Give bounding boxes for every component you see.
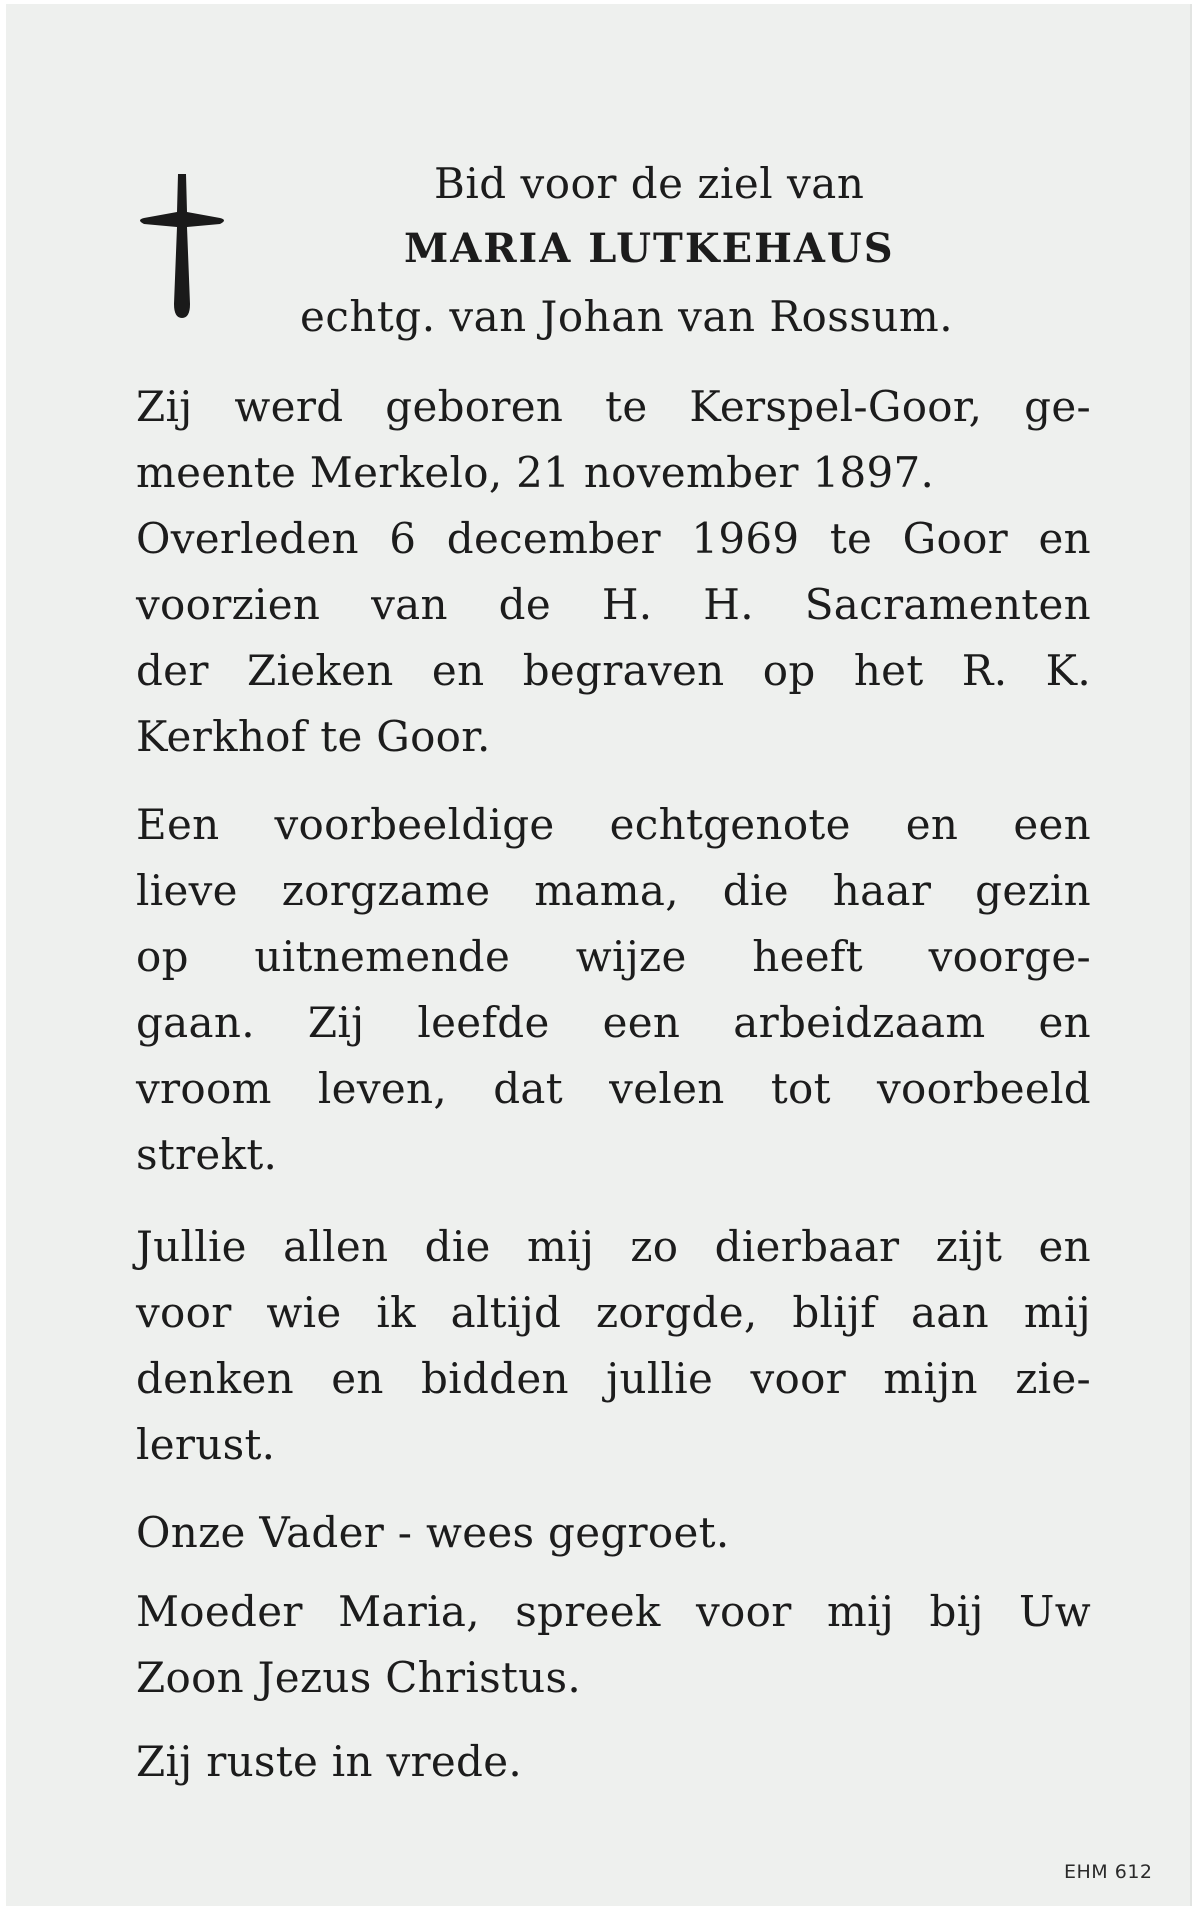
text-line: gaan. Zij leefde een arbeidzaam en	[136, 998, 1091, 1047]
text-line: lieve zorgzame mama, die haar gezin	[136, 866, 1091, 915]
spouse-line: echtg. van Johan van Rossum.	[300, 292, 954, 341]
print-code: EHM 612	[1064, 1861, 1153, 1883]
text-line: op uitnemende wijze heeft voorge-	[136, 932, 1091, 981]
text-line: vroom leven, dat velen tot voorbeeld	[136, 1064, 1091, 1113]
prayer-line	[136, 1500, 1091, 1566]
prayer-heading: Bid voor de ziel van	[434, 159, 865, 208]
request-paragraph	[136, 1214, 1091, 1478]
text-line: Zoon Jezus Christus.	[136, 1653, 582, 1702]
text-line: voorzien van de H. H. Sacramenten	[136, 580, 1091, 629]
text-line: Jullie allen die mij zo dierbaar zijt en	[136, 1222, 1091, 1271]
text-line: Een voorbeeldige echtgenote en een	[136, 800, 1091, 849]
text-line: Onze Vader - wees gegroet.	[136, 1508, 730, 1557]
text-line: der Zieken en begraven op het R. K.	[136, 646, 1091, 695]
text-line: Kerkhof te Goor.	[136, 712, 491, 761]
text-line: voor wie ik altijd zorgde, blijf aan mij	[136, 1288, 1091, 1337]
text-line: Zij werd geboren te Kerspel-Goor, ge-	[136, 382, 1091, 431]
memorial-card	[6, 4, 1192, 1906]
text-line: meente Merkelo, 21 november 1897.	[136, 448, 935, 497]
deceased-name: MARIA LUTKEHAUS	[404, 225, 895, 272]
birth-death-paragraph	[136, 374, 1091, 770]
text-line: denken en bidden jullie voor mijn zie-	[136, 1354, 1091, 1403]
text-line: strekt.	[136, 1130, 278, 1179]
text-line: Overleden 6 december 1969 te Goor en	[136, 514, 1091, 563]
text-line: Moeder Maria, spreek voor mij bij Uw	[136, 1587, 1091, 1636]
cross-icon	[134, 172, 230, 320]
invocation-paragraph	[136, 1579, 1091, 1711]
text-line: lerust.	[136, 1420, 276, 1469]
text-line: Zij ruste in vrede.	[136, 1737, 523, 1786]
closing-line	[136, 1729, 1091, 1795]
tribute-paragraph	[136, 792, 1091, 1188]
